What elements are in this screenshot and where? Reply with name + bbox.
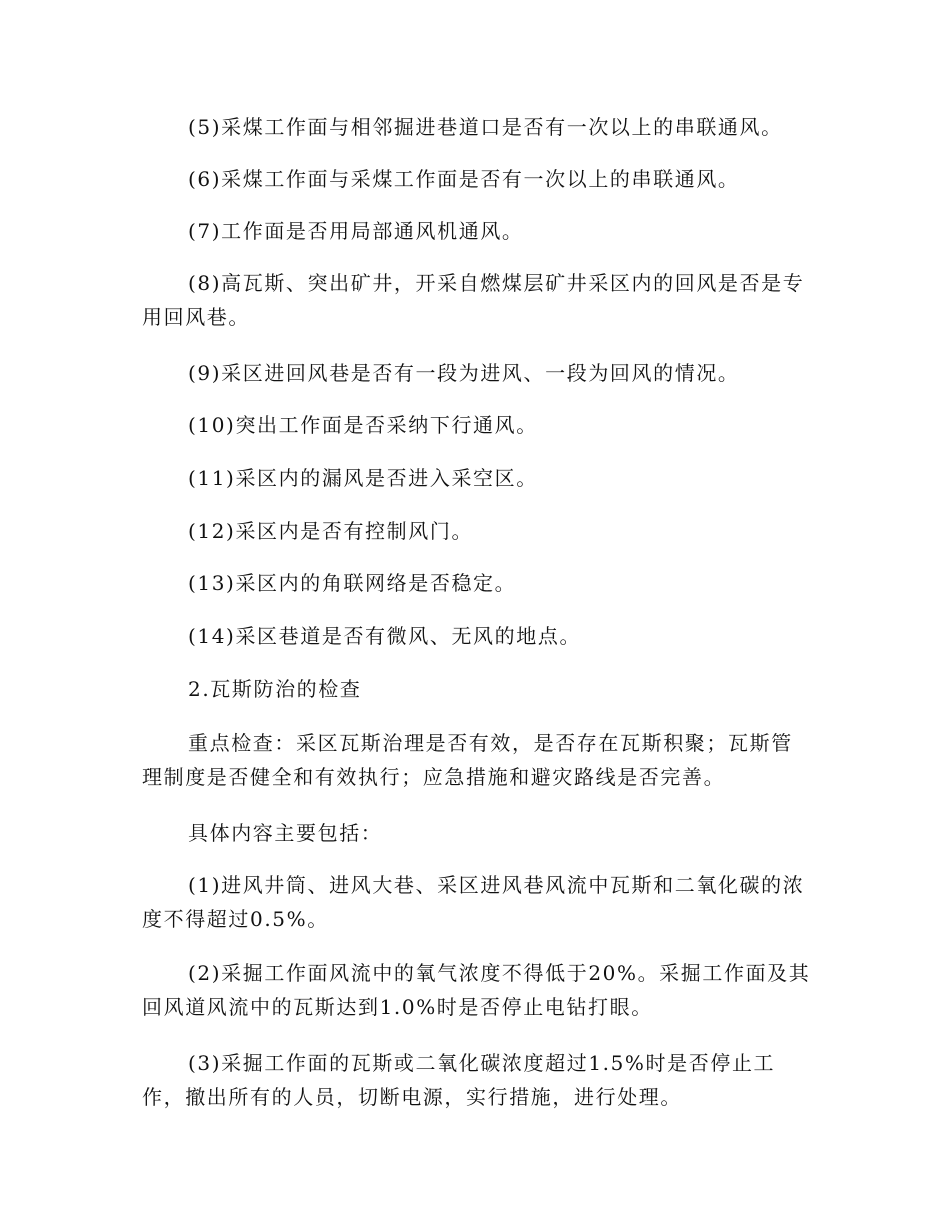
section-heading: 2.瓦斯防治的检查 — [188, 677, 362, 701]
paragraph-item-13: (13)采区内的角联网络是否稳定。 — [188, 571, 517, 595]
paragraph-item-5: (5)采煤工作面与相邻掘进巷道口是否有一次以上的串联通风。 — [188, 115, 783, 139]
paragraph-item-11: (11)采区内的漏风是否进入采空区。 — [188, 466, 538, 490]
paragraph-item-6: (6)采煤工作面与采煤工作面是否有一次以上的串联通风。 — [188, 167, 740, 191]
paragraph-item-8: (8)高瓦斯、突出矿井，开采自燃煤层矿井采区内的回风是否是专用回风巷。 — [142, 271, 805, 329]
paragraph-item-10: (10)突出工作面是否采纳下行通风。 — [188, 413, 538, 437]
content-intro-paragraph: 具体内容主要包括： — [188, 821, 383, 845]
paragraph-item-14: (14)采区巷道是否有微风、无风的地点。 — [188, 624, 582, 648]
paragraph-item-7: (7)工作面是否用局部通风机通风。 — [188, 219, 524, 243]
paragraph-item-3: (3)采掘工作面的瓦斯或二氧化碳浓度超过1.5%时是否停止工作，撤出所有的人员，切断电源，实行措施，进行处理。 — [142, 1051, 776, 1109]
paragraph-item-2: (2)采掘工作面风流中的氧气浓度不得低于20%。采掘工作面及其回风道风流中的瓦斯达到1.0%时是否停止电钻打眼。 — [142, 961, 811, 1019]
paragraph-item-9: (9)采区进回风巷是否有一段为进风、一段为回风的情况。 — [188, 361, 740, 385]
paragraph-item-1: (1)进风井筒、进风大巷、采区进风巷风流中瓦斯和二氧化碳的浓度不得超过0.5%。 — [142, 873, 805, 931]
key-check-paragraph: 重点检查：采区瓦斯治理是否有效，是否存在瓦斯积聚；瓦斯管理制度是否健全和有效执行；应急措施和避灾路线是否完善。 — [142, 731, 793, 789]
paragraph-item-12: (12)采区内是否有控制风门。 — [188, 519, 474, 543]
